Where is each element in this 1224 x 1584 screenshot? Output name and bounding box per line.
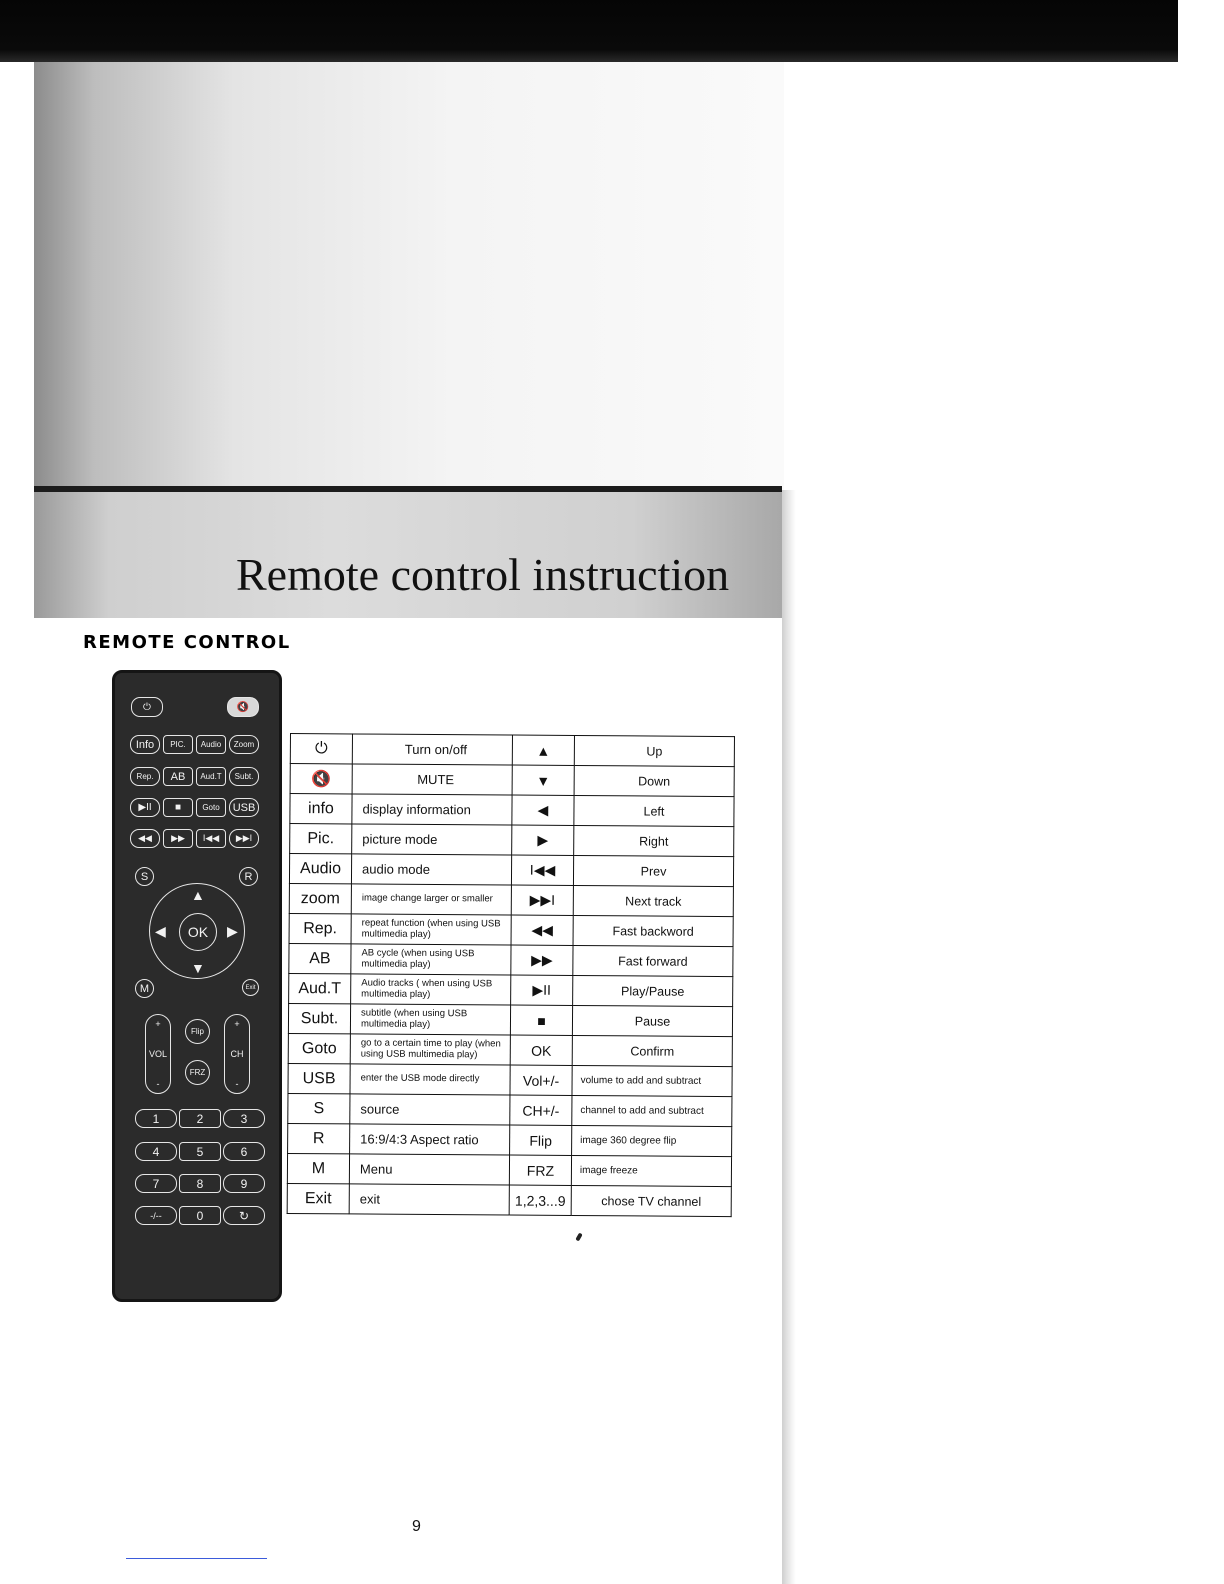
key2-cell: ■ [510,1005,572,1035]
stop-button: ■ [163,798,193,817]
description-cell: 16:9/4:3 Aspect ratio [350,1124,510,1155]
navigation-pad [149,883,245,979]
table-row [287,1153,731,1186]
number-button-1: 1 [135,1109,177,1128]
key-cell: Goto [288,1033,350,1063]
prev-button: I◀◀ [196,829,226,848]
key-cell: info [290,794,352,824]
usb-button: USB [229,798,259,817]
next-button: ▶▶I [229,829,259,848]
description2-cell: Up [574,735,734,766]
vol-plus-label: + [155,1019,161,1029]
table-row [290,824,734,857]
page-number: 9 [412,1518,421,1535]
key2-cell: ◀◀ [511,915,573,945]
table-row [288,1003,732,1036]
arrow-left-icon: ◀ [155,923,166,939]
power-button: ⏻ [131,697,163,717]
exit-button: Exit [242,979,259,996]
key2-cell: 1,2,3...9 [509,1185,571,1215]
menu-button: M [135,979,154,998]
ok-button: OK [179,913,217,951]
key2-cell: ▶II [511,975,573,1005]
key-cell: Audio [289,854,351,884]
zoom-button: Zoom [229,735,259,754]
description-cell: subtitle (when using USB multimedia play) [350,1004,510,1035]
audio-button: Audio [196,735,226,754]
table-row [289,973,733,1006]
description-cell: MUTE [352,764,512,795]
key-cell: zoom [289,883,351,913]
key2-cell: I◀◀ [511,855,573,885]
description-cell: image change larger or smaller [351,884,511,915]
table-row [290,764,734,797]
play-pause-button: ▶II [130,798,160,817]
description2-cell: image 360 degree flip [572,1125,732,1156]
ch-plus-label: + [234,1019,240,1029]
description2-cell: Next track [573,885,733,916]
description2-cell: image freeze [571,1155,731,1186]
number-button-3: 3 [223,1109,265,1128]
description2-cell: chose TV channel [571,1185,731,1216]
flip-button: Flip [185,1019,210,1044]
table-row [290,734,734,767]
description2-cell: Fast forward [573,945,733,976]
dash-button: -/-- [135,1206,177,1225]
number-button-6: 6 [223,1142,265,1161]
number-button-9: 9 [223,1174,265,1193]
ab-button: AB [163,767,193,786]
ratio-button: R [239,867,258,886]
description2-cell: Prev [573,855,733,886]
key-cell: Aud.T [289,973,351,1003]
source-button: S [135,867,154,886]
description-cell: repeat function (when using USB multimedia play) [351,914,511,945]
description2-cell: Left [574,795,734,826]
description2-cell: Down [574,765,734,796]
description2-cell: volume to add and subtract [572,1065,732,1096]
ink-mark [575,1233,582,1242]
description-cell: Turn on/off [352,734,512,765]
audt-button: Aud.T [196,767,226,786]
top-dark-band [0,0,1224,62]
description-cell: source [350,1094,510,1125]
left-margin [0,62,34,1584]
top-band-edge [1178,0,1224,62]
key-cell: Subt. [288,1003,350,1033]
number-button-2: 2 [179,1109,221,1128]
recall-button: ↻ [223,1206,265,1225]
key-cell: Rep. [289,913,351,943]
remote-control-illustration [112,670,282,1302]
page-edge-shadow [782,490,796,1584]
fast-forward-button: ▶▶ [163,829,193,848]
key-cell: ⏻ [290,734,352,764]
rep-button: Rep. [130,767,160,786]
key2-cell: CH+/- [510,1095,572,1125]
description-cell: AB cycle (when using USB multimedia play) [351,944,511,975]
channel-rocker [224,1014,250,1094]
key2-cell: FRZ [509,1155,571,1185]
table-row [289,854,733,887]
description-cell: go to a certain time to play (when using USB multimedia play) [350,1034,510,1065]
footer-rule [126,1558,267,1559]
function-table-body [287,734,734,1217]
key2-cell: ▶▶I [511,885,573,915]
ch-minus-label: - [235,1079,239,1089]
description-cell: Menu [349,1154,509,1185]
key-cell: Exit [287,1183,349,1213]
description2-cell: Right [574,825,734,856]
table-row [289,913,733,946]
description-cell: Audio tracks ( when using USB multimedia play) [351,974,511,1005]
table-row [288,1093,732,1126]
frz-button: FRZ [185,1060,210,1085]
table-row [287,1183,731,1216]
description-cell: enter the USB mode directly [350,1064,510,1095]
description2-cell: Fast backword [573,915,733,946]
top-gray-area [34,62,784,490]
key-cell: S [288,1093,350,1123]
function-table [287,733,735,1217]
info-button: Info [130,735,160,754]
table-row [288,1033,732,1066]
arrow-right-icon: ▶ [227,923,238,939]
table-row [290,794,734,827]
key2-cell: ▼ [512,765,574,795]
number-button-0: 0 [179,1206,221,1225]
description-cell: exit [349,1184,509,1215]
pic-button: PIC. [163,735,193,754]
number-button-7: 7 [135,1174,177,1193]
ch-label: CH [230,1049,244,1059]
volume-rocker [145,1014,171,1094]
key2-cell: ◀ [512,795,574,825]
key2-cell: ▶▶ [511,945,573,975]
table-row [289,943,733,976]
key-cell: USB [288,1063,350,1093]
key-cell: AB [289,943,351,973]
key2-cell: Vol+/- [510,1065,572,1095]
vol-minus-label: - [156,1079,160,1089]
goto-button: Goto [196,798,226,817]
description2-cell: Play/Pause [573,975,733,1006]
fast-backward-button: ◀◀ [130,829,160,848]
number-button-5: 5 [179,1142,221,1161]
key-cell: R [288,1123,350,1153]
arrow-up-icon: ▲ [191,887,205,903]
subt-button: Subt. [229,767,259,786]
page-title: Remote control instruction [236,549,730,600]
table-row [288,1063,732,1096]
key2-cell: ▶ [512,825,574,855]
description-cell: audio mode [351,854,511,885]
section-title: REMOTE CONTROL [83,632,291,653]
description-cell: picture mode [352,824,512,855]
description-cell: display information [352,794,512,825]
key2-cell: ▲ [512,735,574,765]
number-button-8: 8 [179,1174,221,1193]
number-button-4: 4 [135,1142,177,1161]
description2-cell: channel to add and subtract [572,1095,732,1126]
description2-cell: Pause [572,1005,732,1036]
key2-cell: OK [510,1035,572,1065]
table-row [289,883,733,916]
description2-cell: Confirm [572,1035,732,1066]
key-cell: 🔇 [290,764,352,794]
key-cell: M [287,1153,349,1183]
vol-label: VOL [148,1049,167,1059]
key-cell: Pic. [290,824,352,854]
mute-button: 🔇 [227,697,259,717]
arrow-down-icon: ▼ [191,960,205,976]
key2-cell: Flip [510,1125,572,1155]
table-row [288,1123,732,1156]
